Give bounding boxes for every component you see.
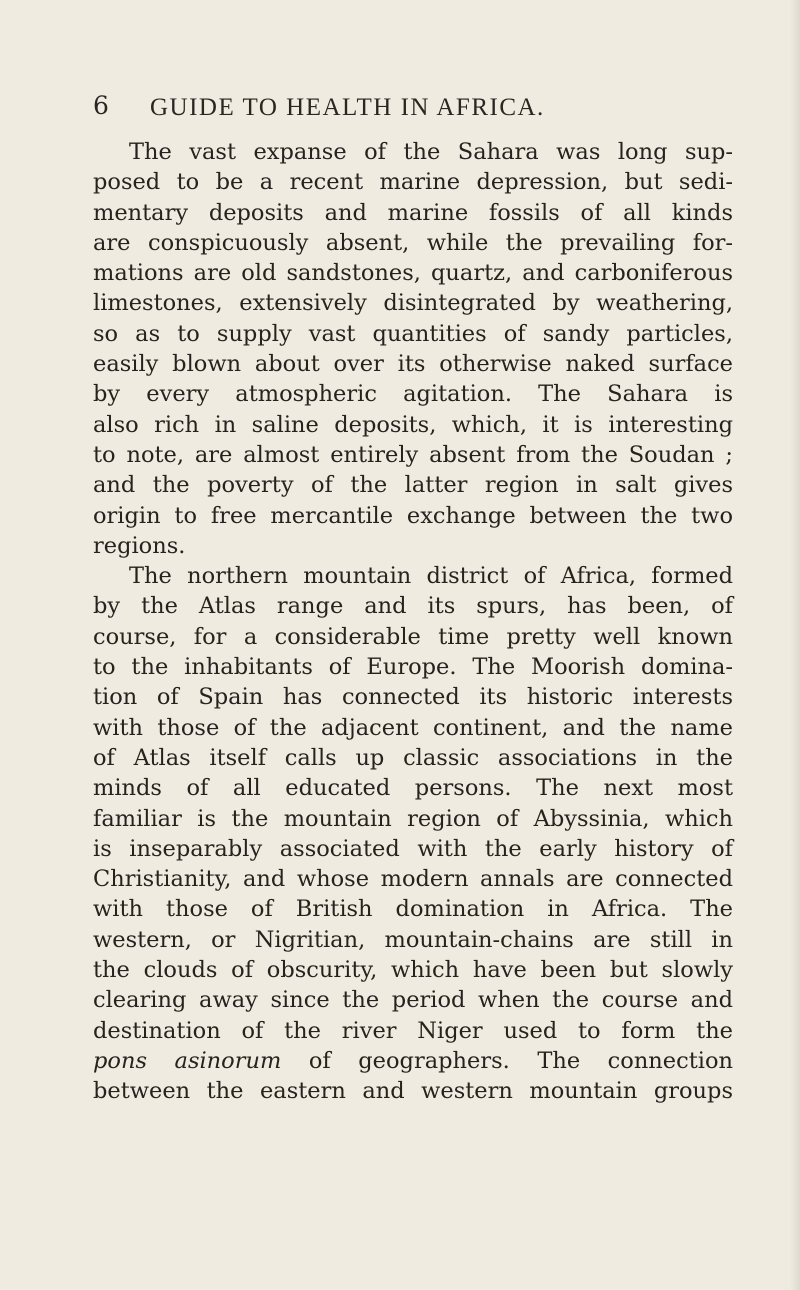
text-line: is inseparably associated with the early history of — [93, 835, 733, 862]
text-line: familiar is the mountain region of Abyssinia, which — [93, 805, 733, 832]
text-line: western, or Nigritian, mountain-chains are still in — [93, 926, 733, 953]
text-line: course, for a considerable time pretty well known — [93, 623, 733, 650]
text-line: of Atlas itself calls up classic associations in the — [93, 744, 733, 771]
text-line: with those of the adjacent continent, and the name — [93, 714, 733, 741]
text-line: easily blown about over its otherwise naked surface — [93, 351, 733, 378]
text-line: so as to supply vast quantities of sandy particles, — [93, 320, 733, 347]
text-line: with those of British domination in Africa. The — [93, 896, 733, 923]
body-text — [93, 137, 733, 1107]
text-line: by the Atlas range and its spurs, has been, of — [93, 593, 733, 620]
text-line: tion of Spain has connected its historic interests — [93, 684, 733, 711]
text-line: posed to be a recent marine depression, but sedi- — [93, 169, 733, 196]
text-line: to note, are almost entirely absent from the Soudan ; — [93, 441, 733, 468]
text-line: the clouds of obscurity, which have been but slowly — [93, 957, 733, 984]
text-line: between the eastern and western mountain groups — [93, 1078, 733, 1105]
text-line: limestones, extensively disintegrated by weathering, — [93, 290, 733, 317]
text-line: mentary deposits and marine fossils of all kinds — [93, 199, 733, 226]
page-edge-shadow — [790, 0, 800, 1290]
text-line: The vast expanse of the Sahara was long sup- — [129, 139, 733, 165]
text-fragment: of geographers. The connection — [281, 1047, 733, 1074]
page-number: 6 — [93, 91, 109, 120]
text-line-italic — [93, 1046, 733, 1076]
running-header: GUIDE TO HEALTH IN AFRICA. — [150, 94, 545, 121]
text-line: destination of the river Niger used to form the — [93, 1017, 733, 1044]
text-line: origin to free mercantile exchange between the two — [93, 502, 733, 529]
text-line: The northern mountain district of Africa, formed — [129, 563, 733, 590]
text-line: and the poverty of the latter region in salt gives — [93, 472, 733, 499]
text-line: mations are old sandstones, quartz, and carboniferous — [93, 260, 733, 287]
text-line: by every atmospheric agitation. The Sahara is — [93, 381, 733, 408]
text-line: also rich in saline deposits, which, it is interesting — [93, 411, 733, 438]
latin-phrase: pons asinorum — [93, 1047, 282, 1074]
text-line: regions. — [93, 532, 186, 559]
text-line: minds of all educated persons. The next most — [93, 775, 733, 802]
text-line: are conspicuously absent, while the prevailing for- — [93, 229, 733, 256]
text-line: to the inhabitants of Europe. The Moorish domina- — [93, 654, 733, 681]
text-line: Christianity, and whose modern annals are connected — [93, 866, 733, 893]
text-line: clearing away since the period when the course and — [93, 987, 733, 1014]
